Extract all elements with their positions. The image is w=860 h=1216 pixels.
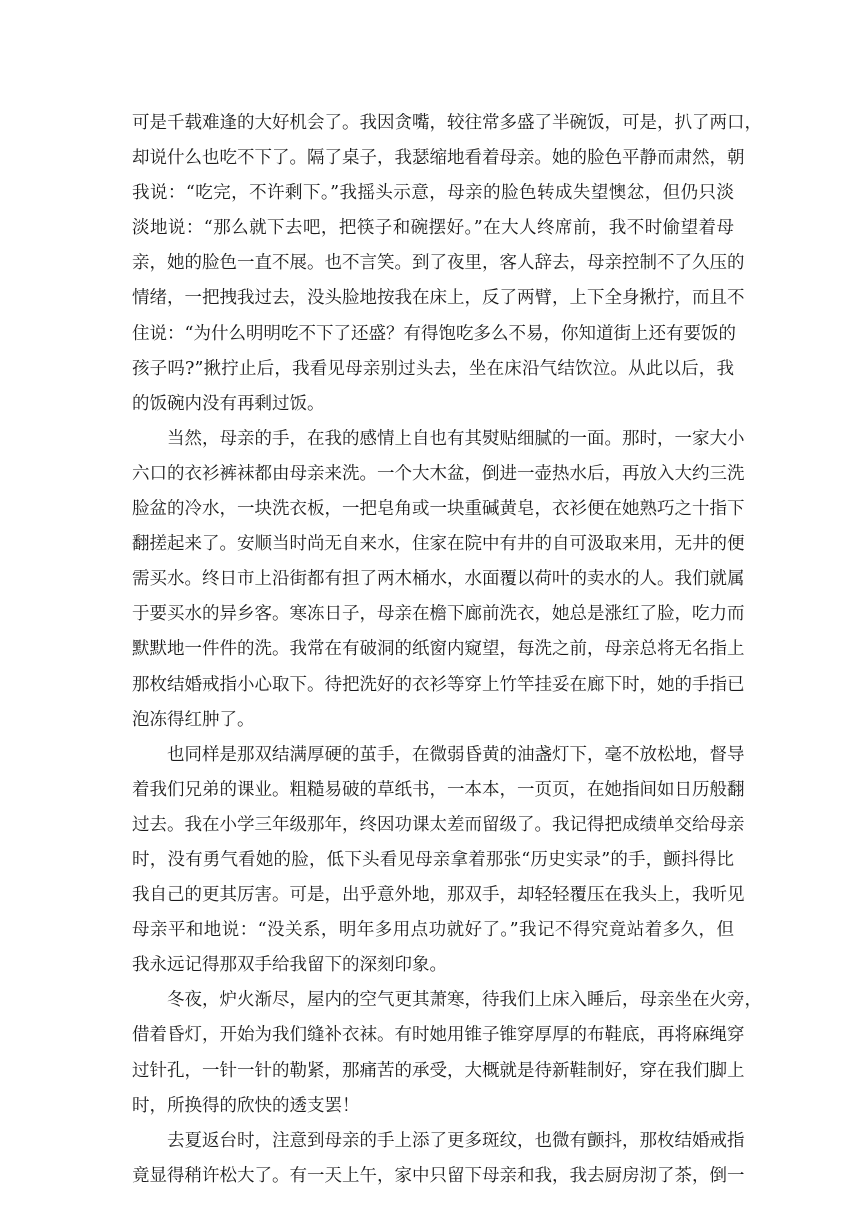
text-line: 当然，母亲的手，在我的感情上自也有其熨贴细腻的一面。那时，一家大小 (167, 428, 745, 449)
text-line: 我永远记得那双手给我留下的深刻印象。 (132, 955, 447, 976)
text-line: 那枚结婚戒指小心取下。待把洗好的衣衫等穿上竹竿挂妥在廊下时，她的手指已 (132, 674, 745, 695)
text-line: 亲，她的脸色一直不展。也不言笑。到了夜里，客人辞去，母亲控制不了久压的 (132, 253, 745, 274)
text-line: 借着昏灯，开始为我们缝补衣袜。有时她用锥子锥穿厚厚的布鞋底，再将麻绳穿 (132, 1025, 745, 1046)
text-line: 我说：“吃完，不许剩下。”我摇头示意，母亲的脸色转成失望懊忿，但仍只淡 (132, 183, 734, 204)
paragraph-5 (132, 1124, 745, 1194)
text-line: 孩子吗?”揪拧止后，我看见母亲别过头去，坐在床沿气结饮泣。从此以后，我 (132, 358, 734, 379)
text-line: 脸盆的冷水，一块洗衣板，一把皂角或一块重碱黄皂，衣衫便在她熟巧之十指下 (132, 499, 745, 520)
paragraph-4 (132, 983, 762, 1123)
text-line: 泡冻得红肿了。 (132, 709, 255, 730)
body-text (132, 106, 762, 1194)
text-line: 时，所换得的欣快的透支罢！ (132, 1095, 360, 1116)
text-line: 的饭碗内没有再剩过饭。 (132, 393, 325, 414)
text-line: 母亲平和地说：“没关系，明年多用点功就好了。”我记不得究竟站着多久，但 (132, 920, 734, 941)
text-line: 翻搓起来了。安顺当时尚无自来水，住家在院中有井的自可汲取来用，无井的便 (132, 534, 745, 555)
text-line: 情绪，一把拽我过去，没头脸地按我在床上，反了两臂，上下全身揪拧，而且不 (132, 288, 745, 309)
text-line: 需买水。终日市上沿街都有担了两木桶水，水面覆以荷叶的卖水的人。我们就属 (132, 569, 745, 590)
text-line: 淡地说：“那么就下去吧，把筷子和碗摆好。”在大人终席前，我不时偷望着母 (132, 218, 734, 239)
text-line: 住说：“为什么明明吃不下了还盛？有得饱吃多么不易，你知道街上还有要饭的 (132, 323, 736, 344)
text-line: 时，没有勇气看她的脸，低下头看见母亲拿着那张“历史实录”的手，颤抖得比 (132, 849, 734, 870)
text-line: 却说什么也吃不下了。隔了桌子，我瑟缩地看着母亲。她的脸色平静而肃然，朝 (132, 148, 745, 169)
paragraph-2 (132, 422, 745, 738)
text-line: 去夏返台时，注意到母亲的手上添了更多斑纹，也微有颤抖，那枚结婚戒指 (167, 1130, 745, 1151)
paragraph-3 (132, 738, 745, 984)
text-line: 六口的衣衫裤袜都由母亲来洗。一个大木盆，倒进一壶热水后，再放入大约三洗 (132, 463, 745, 484)
text-line: 可是千载难逢的大好机会了。我因贪嘴，较往常多盛了半碗饭，可是，扒了两口， (132, 113, 762, 133)
text-line: 也同样是那双结满厚硬的茧手，在微弱昏黄的油盏灯下，毫不放松地，督导 (167, 744, 745, 765)
text-line: 冬夜，炉火渐尽，屋内的空气更其萧寒，待我们上床入睡后，母亲坐在火旁， (167, 990, 762, 1011)
text-line: 我自己的更其厉害。可是，出乎意外地，那双手，却轻轻覆压在我头上，我听见 (132, 885, 745, 906)
text-line: 过去。我在小学三年级那年，终因功课太差而留级了。我记得把成绩单交给母亲 (132, 814, 745, 835)
text-line: 默默地一件件的洗。我常在有破洞的纸窗内窥望，每洗之前，母亲总将无名指上 (132, 639, 745, 660)
text-line: 过针孔，一针一针的勒紧，那痛苦的承受，大概就是待新鞋制好，穿在我们脚上 (132, 1060, 745, 1081)
text-line: 着我们兄弟的课业。粗糙易破的草纸书，一本本，一页页，在她指间如日历般翻 (132, 779, 745, 800)
text-line: 于要买水的异乡客。寒冻日子，母亲在檐下廊前洗衣，她总是涨红了脸，吃力而 (132, 604, 745, 625)
paragraph-1 (132, 106, 762, 422)
text-line: 竟显得稍许松大了。有一天上午，家中只留下母亲和我，我去厨房沏了茶，倒一 (132, 1165, 745, 1186)
